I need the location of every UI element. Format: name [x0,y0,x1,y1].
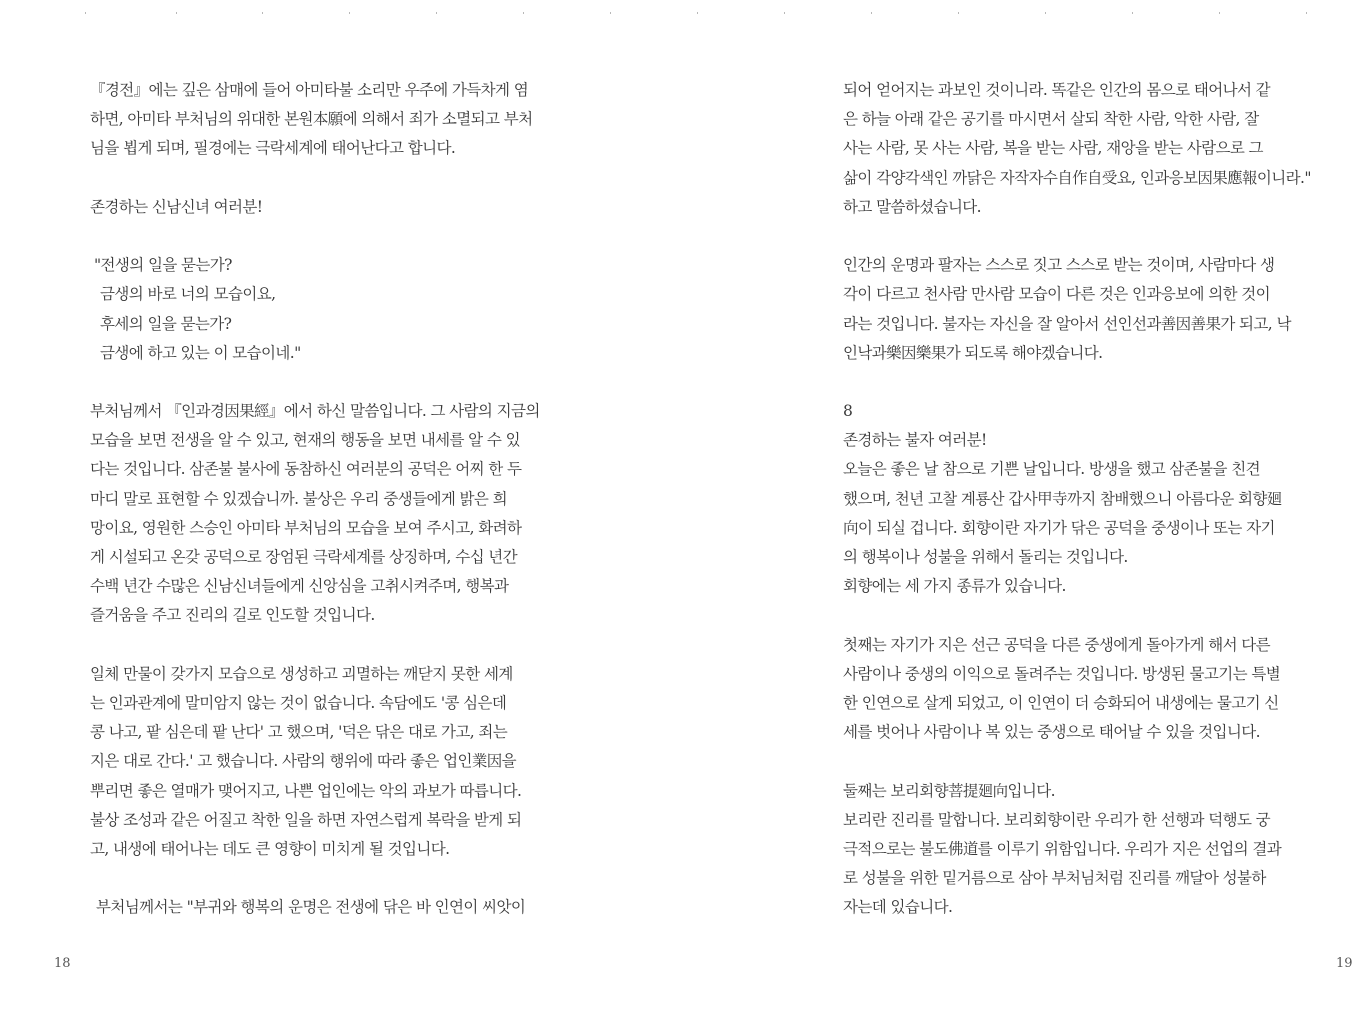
paragraph [90,397,566,631]
paragraph [843,251,1319,368]
text-line: 존경하는 신남신녀 여러분! [90,197,263,216]
text-line: 고, 내생에 태어나는 데도 큰 영향이 미치게 될 것입니다. [90,839,450,858]
right-page-body [843,76,1319,922]
text-line: 부처님께서는 "부귀와 행복의 운명은 전생에 닦은 바 인연이 씨앗이 [96,898,526,917]
paragraph [843,631,1319,748]
quote-line: 금생의 바로 너의 모습이요, [100,285,276,304]
text-line: 하고 말씀하셨습니다. [843,197,982,216]
text-line: 세를 벗어나 사람이나 복 있는 중생으로 태어날 수 있을 것입니다. [843,723,1260,742]
left-page [0,0,673,1014]
text-line: 모습을 보면 전생을 알 수 있고, 현재의 행동을 보면 내세를 알 수 있 [90,431,520,450]
text-line: 님을 뵙게 되며, 필경에는 극락세계에 태어난다고 합니다. [90,139,456,158]
text-line: 자는데 있습니다. [843,898,953,917]
right-page [673,0,1353,1014]
text-line: 불상 조성과 같은 어질고 착한 일을 하면 자연스럽게 복락을 받게 되 [90,810,522,829]
text-line: 망이요, 영원한 스승인 아미타 부처님의 모습을 보여 주시고, 화려하 [90,518,522,537]
paragraph [843,777,1319,923]
text-line: 회향에는 세 가지 종류가 있습니다. [843,577,1066,596]
text-line: 는 인과관계에 말미암지 않는 것이 없습니다. 속담에도 '콩 심은데 [90,693,507,712]
text-line: 일체 만물이 갖가지 모습으로 생성하고 괴멸하는 깨닫지 못한 세계 [90,664,513,683]
text-line: 극적으로는 불도佛道를 이루기 위함입니다. 우리가 지은 선업의 결과 [843,839,1282,858]
paragraph [90,660,566,864]
text-line: 인낙과樂因樂果가 되도록 해야겠습니다. [843,343,1103,362]
text-line: 마디 말로 표현할 수 있겠습니까. 불상은 우리 중생들에게 밝은 희 [90,489,507,508]
text-line: 의 행복이나 성불을 위해서 돌리는 것입니다. [843,548,1128,566]
text-line: 되어 얻어지는 과보인 것이니라. 똑같은 인간의 몸으로 태어나서 같 [843,81,1271,99]
text-line: 했으며, 천년 고찰 계룡산 갑사甲寺까지 참배했으니 아름다운 회향廻 [843,489,1282,508]
quote-line: 금생에 하고 있는 이 모습이네." [100,343,301,362]
text-line: 둘째는 보리회향菩提廻向입니다. [843,781,1055,800]
text-line: 사람이나 중생의 이익으로 돌려주는 것입니다. 방생된 물고기는 특별 [843,664,1281,683]
text-line: 오늘은 좋은 날 참으로 기쁜 날입니다. 방생을 했고 삼존불을 친견 [843,460,1260,479]
text-line: 라는 것입니다. 불자는 자신을 잘 알아서 선인선과善因善果가 되고, 낙 [843,314,1291,333]
page-number: 19 [1336,956,1353,971]
left-page-body [90,76,566,922]
paragraph [90,76,566,164]
text-line: 콩 나고, 팥 심은데 팥 난다' 고 했으며, '덕은 닦은 대로 가고, 죄는 [90,723,508,742]
text-line: 『경전』에는 깊은 삼매에 들어 아미타불 소리만 우주에 가득차게 염 [90,81,529,99]
text-line: 은 하늘 아래 같은 공기를 마시면서 살되 착한 사람, 악한 사람, 잘 [843,110,1259,129]
text-line: 지은 대로 간다.' 고 했습니다. 사람의 행위에 따라 좋은 업인業因을 [90,752,517,771]
text-line: 삶이 각양각색인 까닭은 자작자수自作自受요, 인과응보因果應報이니라." [843,168,1311,187]
quotation-block [90,251,566,368]
text-line: 뿌리면 좋은 열매가 맺어지고, 나쁜 업인에는 악의 과보가 따릅니다. [90,781,522,800]
text-line: 존경하는 불자 여러분! [843,431,987,450]
section-number: 8 [843,402,853,421]
paragraph [90,193,566,222]
text-line: 한 인연으로 살게 되었고, 이 인연이 더 승화되어 내생에는 물고기 신 [843,693,1279,712]
paragraph [843,76,1319,222]
text-line: 부처님께서 『인과경因果經』에서 하신 말씀입니다. 그 사람의 지금의 [90,402,540,421]
page-number: 18 [54,956,71,971]
text-line: 로 성불을 위한 밑거름으로 삼아 부처님처럼 진리를 깨달아 성불하 [843,869,1266,888]
text-line: 사는 사람, 못 사는 사람, 복을 받는 사람, 재앙을 받는 사람으로 그 [843,139,1263,158]
quote-line: 후세의 일을 묻는가? [100,314,232,333]
text-line: 각이 다르고 천사람 만사람 모습이 다른 것은 인과응보에 의한 것이 [843,285,1271,304]
text-line: 게 시설되고 온갖 공덕으로 장엄된 극락세계를 상징하며, 수십 년간 [90,548,518,566]
paragraph [90,893,566,922]
text-line: 하면, 아미타 부처님의 위대한 본원本願에 의해서 죄가 소멸되고 부처 [90,110,533,129]
text-line: 다는 것입니다. 삼존불 불사에 동참하신 여러분의 공덕은 어찌 한 두 [90,460,522,479]
paragraph [843,397,1319,601]
text-line: 수백 년간 수많은 신남신녀들에게 신앙심을 고취시켜주며, 행복과 [90,577,509,596]
text-line: 즐거움을 주고 진리의 길로 인도할 것입니다. [90,606,375,625]
text-line: 向이 되실 겁니다. 회향이란 자기가 닦은 공덕을 중생이나 또는 자기 [843,518,1275,537]
quote-line: "전생의 일을 묻는가? [94,256,232,275]
text-line: 첫째는 자기가 지은 선근 공덕을 다른 중생에게 돌아가게 해서 다른 [843,635,1271,654]
text-line: 인간의 운명과 팔자는 스스로 짓고 스스로 받는 것이며, 사람마다 생 [843,256,1275,275]
text-line: 보리란 진리를 말합니다. 보리회향이란 우리가 한 선행과 덕행도 궁 [843,810,1271,829]
